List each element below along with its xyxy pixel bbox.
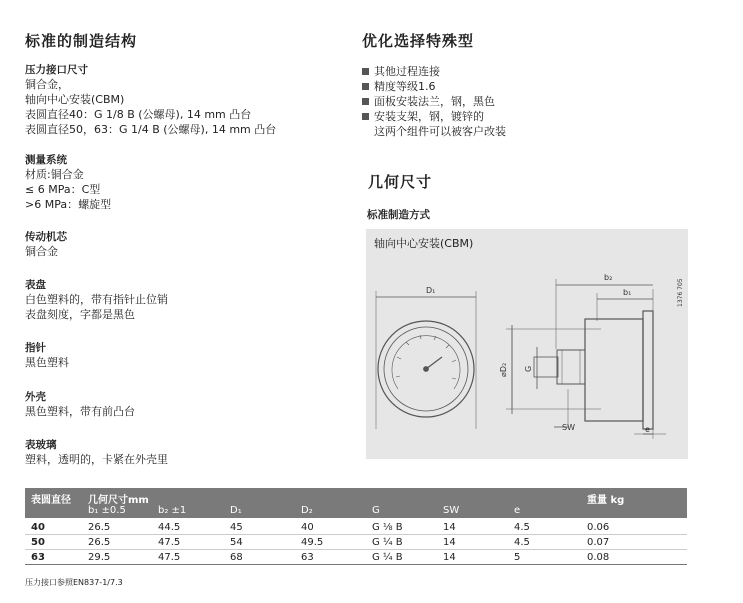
table-row: [25, 552, 687, 565]
col-header-b2: b₂ ±1: [158, 505, 187, 516]
options-list: [362, 64, 506, 139]
drawing-panel: [366, 229, 688, 459]
cell-weight: 0.08: [587, 552, 610, 563]
section-window: [25, 437, 168, 467]
section-movement: [25, 229, 67, 259]
cell-dial: 40: [31, 522, 45, 533]
cell-e: 5: [514, 552, 521, 563]
label-g: G: [524, 365, 533, 372]
section-heading: 表玻璃: [25, 439, 57, 451]
section-line: 铜合金: [25, 245, 58, 258]
section-dial: [25, 277, 168, 322]
connector-stem: [534, 357, 558, 377]
section-line: ≤ 6 MPa：C型: [25, 183, 101, 196]
list-item: 其他过程连接: [362, 64, 506, 79]
col-header-b1: b₁ ±0.5: [88, 505, 126, 516]
col-header-d2: D₂: [301, 505, 313, 516]
left-title: 标准的制造结构: [25, 32, 138, 50]
label-e: e: [645, 425, 650, 434]
right-title: 优化选择特殊型: [362, 32, 475, 50]
table-header: [25, 488, 687, 518]
table-row: [25, 522, 687, 535]
label-d2: ⌀D₂: [499, 362, 508, 377]
cell-d2: 63: [301, 552, 314, 563]
gauge-needle-hub: [424, 367, 429, 372]
list-item: 这两个组件可以被客户改装: [374, 125, 506, 138]
cell-b2: 44.5: [158, 522, 181, 533]
section-case: [25, 389, 135, 419]
section-heading: 表盘: [25, 279, 46, 291]
section-measuring: [25, 152, 111, 212]
cell-d1: 45: [230, 522, 243, 533]
dimension-drawing: [366, 229, 688, 459]
gauge-case-side: [585, 319, 643, 421]
section-heading: 测量系统: [25, 154, 67, 166]
cell-d2: 49.5: [301, 537, 324, 548]
cell-d1: 54: [230, 537, 243, 548]
cell-b1: 29.5: [88, 552, 111, 563]
col-header-dimensions: 几何尺寸mm: [88, 495, 149, 506]
panel-label: 轴向中心安装(CBM): [374, 237, 474, 250]
label-b1: b₁: [623, 288, 632, 297]
gauge-bezel-side: [643, 311, 653, 429]
cell-dial: 50: [31, 537, 45, 548]
cell-b1: 26.5: [88, 537, 111, 548]
table-footnote: 压力接口参照EN837-1/7.3: [25, 578, 123, 587]
cell-g: G ⅛ B: [372, 522, 403, 533]
section-line: 轴向中心安装(CBM): [25, 93, 125, 106]
cell-b2: 47.5: [158, 537, 181, 548]
col-header-e: e: [514, 505, 521, 516]
section-heading: 外壳: [25, 391, 46, 403]
standard-version-title: 标准制造方式: [367, 209, 430, 221]
gauge-ticks: [396, 335, 456, 379]
gauge-needle: [426, 357, 442, 369]
section-heading: 传动机芯: [25, 231, 67, 243]
section-line: 表盘刻度，字都是黑色: [25, 308, 135, 321]
cell-weight: 0.06: [587, 522, 610, 533]
hex-nut: [557, 350, 585, 384]
cell-g: G ¼ B: [372, 537, 403, 548]
section-line: 黑色塑料: [25, 356, 69, 369]
col-header-dial: 表圆直径: [31, 495, 71, 506]
cell-b1: 26.5: [88, 522, 111, 533]
gauge-scale: [392, 336, 460, 389]
cell-b2: 47.5: [158, 552, 181, 563]
cell-g: G ¼ B: [372, 552, 403, 563]
section-line: >6 MPa：螺旋型: [25, 198, 112, 211]
section-connection: [25, 62, 276, 137]
list-item: 安装支架，钢，镀锌的: [362, 109, 506, 124]
label-d1: D₁: [426, 286, 436, 295]
section-heading: 压力接口尺寸: [25, 64, 88, 76]
section-pointer: [25, 340, 69, 370]
section-line: 材质:铜合金: [25, 168, 84, 181]
section-line: 表圆直径40：G 1/8 B (公螺母), 14 mm 凸台: [25, 108, 252, 121]
section-line: 铜合金，: [25, 78, 69, 91]
section-line: 白色塑料的，带有指针止位销: [25, 293, 168, 306]
section-heading: 指针: [25, 342, 46, 354]
cell-e: 4.5: [514, 522, 530, 533]
list-item: 精度等级1.6: [362, 79, 506, 94]
col-header-sw: SW: [443, 505, 460, 516]
label-b2: b₂: [604, 273, 613, 282]
section-line: 黑色塑料，带有前凸台: [25, 405, 135, 418]
cell-sw: 14: [443, 552, 456, 563]
list-item: 面板安装法兰，钢，黑色: [362, 94, 506, 109]
section-line: 表圆直径50，63：G 1/4 B (公螺母), 14 mm 凸台: [25, 123, 277, 136]
cell-d2: 40: [301, 522, 314, 533]
cell-sw: 14: [443, 537, 456, 548]
dimensions-title: 几何尺寸: [368, 173, 433, 191]
label-sw: SW: [562, 423, 575, 432]
cell-e: 4.5: [514, 537, 530, 548]
cell-dial: 63: [31, 552, 45, 563]
col-header-g: G: [372, 505, 380, 516]
drawing-code: 1376 705: [677, 278, 684, 307]
table-row: [25, 537, 687, 550]
col-header-d1: D₁: [230, 505, 242, 516]
section-line: 塑料，透明的，卡紧在外壳里: [25, 453, 168, 466]
cell-sw: 14: [443, 522, 456, 533]
col-header-weight: 重量 kg: [587, 495, 625, 506]
cell-weight: 0.07: [587, 537, 610, 548]
cell-d1: 68: [230, 552, 243, 563]
